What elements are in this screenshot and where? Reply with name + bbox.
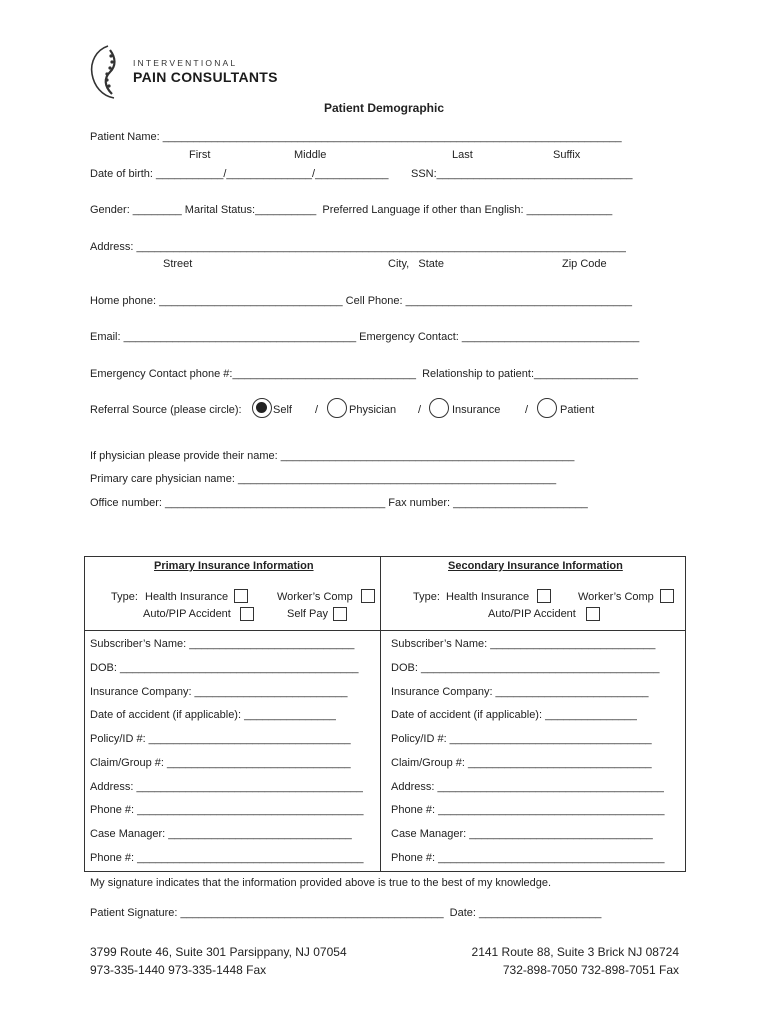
primary-auto-pip-label: Auto/PIP Accident	[143, 608, 231, 620]
secondary-case-manager-field[interactable]: Case Manager: ______________________________	[391, 828, 653, 840]
primary-auto-pip-checkbox[interactable]	[240, 607, 254, 621]
name-first-label: First	[189, 149, 211, 161]
secondary-policy-id-field[interactable]: Policy/ID #: _________________________________	[391, 733, 652, 745]
referral-self-label: Self	[273, 404, 292, 416]
secondary-subscriber-name-field[interactable]: Subscriber’s Name: ___________________________	[391, 638, 656, 650]
secondary-insurance-company-field[interactable]: Insurance Company: _________________________	[391, 686, 649, 698]
primary-self-pay-checkbox[interactable]	[333, 607, 347, 621]
footer-left-phone: 973-335-1440 973-335-1448 Fax	[90, 963, 267, 977]
footer-right-address: 2141 Route 88, Suite 3 Brick NJ 08724	[471, 945, 679, 959]
primary-health-insurance-label: Health Insurance	[145, 591, 229, 603]
secondary-claim-group-field[interactable]: Claim/Group #: ______________________________	[391, 757, 652, 769]
referral-insurance-radio[interactable]	[429, 398, 449, 418]
referral-insurance-label: Insurance	[452, 404, 501, 416]
secondary-auto-pip-label: Auto/PIP Accident	[488, 608, 576, 620]
referral-slash: /	[315, 404, 319, 416]
dob-field[interactable]: Date of birth: ___________/______________/____________	[90, 168, 389, 180]
email-emergency-contact-field[interactable]: Email: ______________________________________ Emergency Contact: _____________________________	[90, 331, 640, 343]
secondary-auto-pip-checkbox[interactable]	[586, 607, 600, 621]
addr-street-label: Street	[163, 258, 193, 270]
primary-insurance-company-field[interactable]: Insurance Company: _________________________	[90, 686, 348, 698]
ssn-field[interactable]: SSN:________________________________	[411, 168, 633, 180]
primary-phone-field[interactable]: Phone #: _____________________________________	[90, 804, 364, 816]
primary-workers-comp-label: Worker’s Comp	[277, 591, 353, 603]
secondary-workers-comp-label: Worker’s Comp	[578, 591, 654, 603]
secondary-date-of-accident-field[interactable]: Date of accident (if applicable): _______________	[391, 709, 637, 721]
signature-statement: My signature indicates that the information provided above is true to the best of my knowledge.	[90, 877, 552, 889]
secondary-phone-field[interactable]: Phone #: _____________________________________	[391, 804, 665, 816]
name-middle-label: Middle	[294, 149, 327, 161]
primary-workers-comp-checkbox[interactable]	[361, 589, 375, 603]
secondary-case-manager-phone-field[interactable]: Phone #: _____________________________________	[391, 852, 665, 864]
secondary-address-field[interactable]: Address: _____________________________________	[391, 781, 664, 793]
secondary-workers-comp-checkbox[interactable]	[660, 589, 674, 603]
primary-insurance-title: Primary Insurance Information	[154, 560, 314, 572]
primary-claim-group-field[interactable]: Claim/Group #: ______________________________	[90, 757, 351, 769]
secondary-dob-field[interactable]: DOB: _______________________________________	[391, 662, 660, 674]
pcp-name-field[interactable]: Primary care physician name: ____________________________________________________	[90, 473, 557, 485]
referral-patient-radio[interactable]	[537, 398, 557, 418]
referral-physician-radio[interactable]	[327, 398, 347, 418]
name-suffix-label: Suffix	[553, 149, 581, 161]
office-fax-field[interactable]: Office number: ____________________________________ Fax number: ______________________	[90, 497, 588, 509]
name-last-label: Last	[452, 149, 473, 161]
primary-address-field[interactable]: Address: _____________________________________	[90, 781, 363, 793]
logo-text-pain-consultants: PAIN CONSULTANTS	[133, 69, 278, 85]
form-title: Patient Demographic	[324, 101, 445, 115]
secondary-health-insurance-checkbox[interactable]	[537, 589, 551, 603]
primary-subscriber-name-field[interactable]: Subscriber’s Name: ___________________________	[90, 638, 355, 650]
insurance-column-divider	[380, 556, 381, 872]
primary-dob-field[interactable]: DOB: _______________________________________	[90, 662, 359, 674]
home-cell-phone-field[interactable]: Home phone: ______________________________ Cell Phone: _____________________________________	[90, 295, 632, 307]
primary-self-pay-label: Self Pay	[287, 608, 328, 620]
primary-case-manager-field[interactable]: Case Manager: ______________________________	[90, 828, 352, 840]
primary-health-insurance-checkbox[interactable]	[234, 589, 248, 603]
referring-physician-field[interactable]: If physician please provide their name: ________________________________________________	[90, 450, 575, 462]
gender-marital-language-field[interactable]: Gender: ________ Marital Status:__________ Preferred Language if other than English: ______________	[90, 204, 613, 216]
secondary-health-insurance-label: Health Insurance	[446, 591, 530, 603]
patient-name-field[interactable]: Patient Name: ___________________________________________________________________________	[90, 131, 622, 143]
spine-logo-icon	[86, 44, 130, 100]
logo-text-interventional: INTERVENTIONAL	[133, 58, 238, 68]
referral-self-radio[interactable]	[252, 398, 272, 418]
insurance-header-divider	[84, 630, 686, 631]
referral-slash: /	[418, 404, 422, 416]
referral-source-label: Referral Source (please circle):	[90, 404, 242, 416]
referral-slash: /	[525, 404, 529, 416]
primary-policy-id-field[interactable]: Policy/ID #: _________________________________	[90, 733, 351, 745]
secondary-insurance-title: Secondary Insurance Information	[448, 560, 623, 572]
patient-signature-date-field[interactable]: Patient Signature: ___________________________________________ Date: ____________________	[90, 907, 602, 919]
primary-type-label: Type:	[111, 591, 138, 603]
referral-patient-label: Patient	[560, 404, 595, 416]
emergency-phone-relationship-field[interactable]: Emergency Contact phone #:______________________________ Relationship to patient:_________________	[90, 368, 639, 380]
addr-city-state-label: City, State	[388, 258, 445, 270]
secondary-type-label: Type:	[413, 591, 440, 603]
footer-left-address: 3799 Route 46, Suite 301 Parsippany, NJ 07054	[90, 945, 347, 959]
referral-physician-label: Physician	[349, 404, 397, 416]
primary-case-manager-phone-field[interactable]: Phone #: _____________________________________	[90, 852, 364, 864]
footer-right-phone: 732-898-7050 732-898-7051 Fax	[502, 963, 679, 977]
primary-date-of-accident-field[interactable]: Date of accident (if applicable): _______________	[90, 709, 336, 721]
addr-zip-label: Zip Code	[562, 258, 607, 270]
address-field[interactable]: Address: ________________________________________________________________________________	[90, 241, 626, 253]
